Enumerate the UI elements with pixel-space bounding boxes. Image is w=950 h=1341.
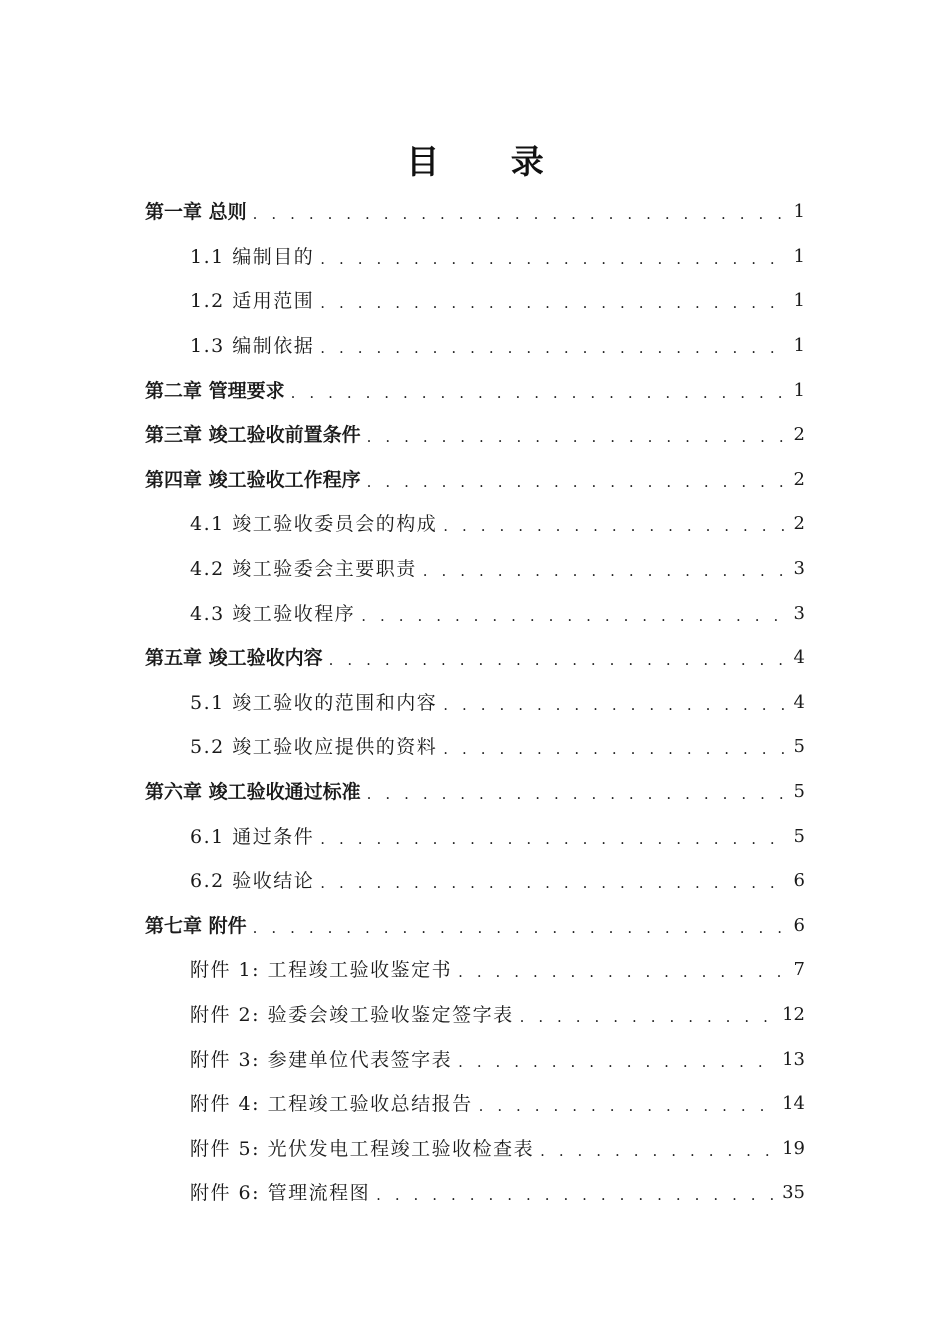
toc-entry-label: 1.3 编制依据 bbox=[190, 335, 315, 358]
toc-entry-label: 第七章 附件 bbox=[145, 914, 247, 937]
toc-entry-chapter-1[interactable] bbox=[145, 190, 805, 235]
toc-entry-label: 6.1 通过条件 bbox=[190, 825, 315, 848]
toc-entry-label: 第二章 管理要求 bbox=[145, 379, 285, 402]
toc-list bbox=[145, 190, 805, 1216]
toc-entry-section-5-1[interactable] bbox=[145, 681, 805, 726]
dot-leader bbox=[443, 514, 787, 538]
dot-leader bbox=[320, 871, 787, 895]
toc-entry-label: 6.2 验收结论 bbox=[190, 870, 315, 893]
toc-entry-label: 附件 2: 验委会竣工验收鉴定签字表 bbox=[190, 1003, 514, 1026]
toc-page-number: 5 bbox=[793, 825, 805, 847]
dot-leader bbox=[376, 1183, 776, 1207]
toc-entry-label: 1.2 适用范围 bbox=[190, 290, 315, 313]
toc-page-number: 6 bbox=[793, 914, 805, 936]
toc-page-number: 5 bbox=[793, 736, 805, 758]
toc-page-number: 1 bbox=[793, 379, 805, 401]
toc-entry-section-4-3[interactable] bbox=[145, 591, 805, 636]
toc-entry-appendix-6[interactable] bbox=[145, 1171, 805, 1216]
dot-leader bbox=[443, 693, 787, 717]
toc-entry-label: 附件 6: 管理流程图 bbox=[190, 1182, 371, 1205]
toc-entry-label: 4.2 竣工验委会主要职责 bbox=[190, 558, 417, 581]
dot-leader bbox=[520, 1005, 777, 1029]
dot-leader bbox=[320, 291, 787, 315]
toc-page-number: 1 bbox=[793, 245, 805, 267]
toc-entry-label: 5.2 竣工验收应提供的资料 bbox=[190, 736, 438, 759]
toc-entry-label: 附件 4: 工程竣工验收总结报告 bbox=[190, 1093, 473, 1116]
toc-page-number: 35 bbox=[782, 1182, 805, 1204]
toc-entry-label: 4.3 竣工验收程序 bbox=[190, 602, 356, 625]
dot-leader bbox=[291, 381, 788, 405]
dot-leader bbox=[458, 1050, 776, 1074]
toc-page-number: 4 bbox=[793, 691, 805, 713]
dot-leader bbox=[253, 916, 788, 940]
dot-leader bbox=[329, 648, 788, 672]
toc-entry-label: 附件 3: 参建单位代表签字表 bbox=[190, 1048, 453, 1071]
toc-page-number: 3 bbox=[793, 602, 805, 624]
toc-entry-chapter-5[interactable] bbox=[145, 636, 805, 681]
toc-entry-label: 第四章 竣工验收工作程序 bbox=[145, 468, 361, 491]
toc-page-number: 5 bbox=[793, 781, 805, 803]
dot-leader bbox=[367, 782, 788, 806]
toc-entry-chapter-2[interactable] bbox=[145, 368, 805, 413]
toc-page-number: 1 bbox=[793, 335, 805, 357]
toc-entry-appendix-3[interactable] bbox=[145, 1037, 805, 1082]
toc-page-number: 3 bbox=[793, 558, 805, 580]
dot-leader bbox=[367, 470, 788, 494]
toc-entry-label: 附件 5: 光伏发电工程竣工验收检查表 bbox=[190, 1137, 535, 1160]
dot-leader bbox=[367, 425, 788, 449]
toc-entry-section-6-2[interactable] bbox=[145, 859, 805, 904]
toc-page-number: 14 bbox=[782, 1093, 805, 1115]
toc-page-number: 19 bbox=[782, 1137, 805, 1159]
toc-entry-section-6-1[interactable] bbox=[145, 814, 805, 859]
toc-entry-label: 第三章 竣工验收前置条件 bbox=[145, 424, 361, 447]
toc-page-number: 1 bbox=[793, 201, 805, 223]
dot-leader bbox=[320, 827, 787, 851]
dot-leader bbox=[540, 1139, 776, 1163]
toc-page-number: 2 bbox=[793, 424, 805, 446]
toc-entry-chapter-7[interactable] bbox=[145, 904, 805, 949]
dot-leader bbox=[320, 247, 787, 271]
toc-page-number: 12 bbox=[782, 1003, 805, 1025]
toc-entry-label: 附件 1: 工程竣工验收鉴定书 bbox=[190, 959, 453, 982]
toc-page-number: 7 bbox=[793, 959, 805, 981]
toc-entry-section-4-2[interactable] bbox=[145, 547, 805, 592]
dot-leader bbox=[253, 202, 788, 226]
toc-entry-appendix-5[interactable] bbox=[145, 1126, 805, 1171]
toc-entry-appendix-1[interactable] bbox=[145, 948, 805, 993]
toc-entry-label: 第六章 竣工验收通过标准 bbox=[145, 781, 361, 804]
dot-leader bbox=[443, 737, 787, 761]
toc-entry-chapter-4[interactable] bbox=[145, 458, 805, 503]
toc-entry-section-4-1[interactable] bbox=[145, 502, 805, 547]
toc-entry-section-1-1[interactable] bbox=[145, 235, 805, 280]
dot-leader bbox=[361, 604, 787, 628]
toc-entry-section-1-2[interactable] bbox=[145, 279, 805, 324]
dot-leader bbox=[320, 336, 787, 360]
toc-entry-chapter-6[interactable] bbox=[145, 770, 805, 815]
toc-page-number: 6 bbox=[793, 870, 805, 892]
dot-leader bbox=[458, 960, 787, 984]
toc-entry-label: 5.1 竣工验收的范围和内容 bbox=[190, 691, 438, 714]
toc-entry-section-5-2[interactable] bbox=[145, 725, 805, 770]
toc-entry-label: 4.1 竣工验收委员会的构成 bbox=[190, 513, 438, 536]
dot-leader bbox=[479, 1094, 777, 1118]
dot-leader bbox=[423, 559, 788, 583]
toc-entry-label: 第一章 总则 bbox=[145, 201, 247, 224]
toc-entry-appendix-4[interactable] bbox=[145, 1082, 805, 1127]
toc-entry-chapter-3[interactable] bbox=[145, 413, 805, 458]
toc-entry-label: 第五章 竣工验收内容 bbox=[145, 647, 323, 670]
toc-title: 目 录 bbox=[406, 142, 574, 181]
toc-entry-label: 1.1 编制目的 bbox=[190, 245, 315, 268]
toc-page-number: 1 bbox=[793, 290, 805, 312]
toc-page-number: 2 bbox=[793, 468, 805, 490]
toc-page-number: 13 bbox=[782, 1048, 805, 1070]
toc-entry-appendix-2[interactable] bbox=[145, 993, 805, 1038]
toc-page-number: 4 bbox=[793, 647, 805, 669]
toc-entry-section-1-3[interactable] bbox=[145, 324, 805, 369]
toc-page-number: 2 bbox=[793, 513, 805, 535]
